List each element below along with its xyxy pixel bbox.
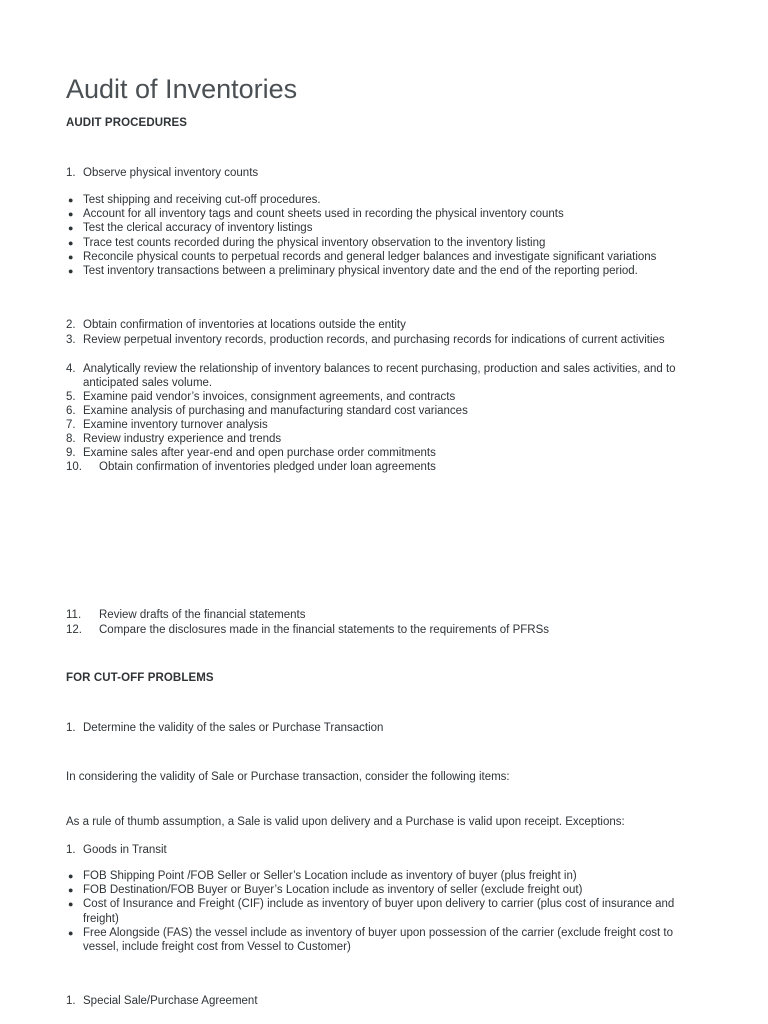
list-item: Examine paid vendor’s invoices, consignment agreements, and contracts — [83, 391, 456, 403]
list-number: 1. — [66, 844, 76, 856]
list-number: 2. — [66, 319, 76, 331]
bullet-list — [66, 193, 716, 278]
cutoff-heading: FOR CUT-OFF PROBLEMS — [66, 672, 214, 684]
list-item: Obtain confirmation of inventories pledged under loan agreements — [99, 461, 436, 473]
bullet-item: ● FOB Destination/FOB Buyer or Buyer’s Location include as inventory of seller (exclude freight out) — [68, 884, 583, 897]
list-item: Analytically review the relationship of inventory balances to recent purchasing, production and sales activities, and to anticipated sales volume. — [83, 363, 676, 389]
list-number: 10. — [66, 461, 82, 473]
list-number: 3. — [66, 334, 76, 346]
list-number: 1. — [66, 995, 76, 1007]
list-item: Review industry experience and trends — [83, 433, 282, 445]
bullet-item: ● Trace test counts recorded during the physical inventory observation to the inventory listing — [68, 236, 546, 249]
paragraph: In considering the validity of Sale or Purchase transaction, consider the following items: — [66, 771, 510, 783]
list-number: 7. — [66, 419, 76, 431]
list-number: 9. — [66, 447, 76, 459]
list-number: 11. — [66, 609, 82, 621]
list-item: Review drafts of the financial statements — [99, 609, 306, 621]
bullet-item: ● Free Alongside (FAS) the vessel include as inventory of buyer upon possession of the carrier (exclude freight cost to vessel, include freight cost from Vessel to Customer) — [68, 926, 674, 954]
list-item: Review perpetual inventory records, production records, and purchasing records for indications of current activities — [83, 334, 665, 346]
list-item: Observe physical inventory counts — [83, 167, 259, 179]
list-item: Goods in Transit — [83, 844, 167, 856]
bullet-item: ● Test the clerical accuracy of inventory listings — [68, 222, 313, 235]
list-number: 5. — [66, 391, 76, 403]
list-item: Determine the validity of the sales or Purchase Transaction — [83, 722, 384, 734]
list-item: Compare the disclosures made in the financial statements to the requirements of PFRSs — [99, 624, 549, 636]
list-number: 12. — [66, 624, 82, 636]
bullet-item: ● FOB Shipping Point /FOB Seller or Seller’s Location include as inventory of buyer (plus freight in) — [68, 870, 577, 882]
audit-procedures-heading: AUDIT PROCEDURES — [66, 117, 188, 129]
page-title: Audit of Inventories — [66, 74, 298, 104]
list-item: Obtain confirmation of inventories at locations outside the entity — [83, 319, 406, 331]
list-item: Special Sale/Purchase Agreement — [83, 995, 258, 1007]
list-item: Examine analysis of purchasing and manufacturing standard cost variances — [83, 405, 468, 417]
bullet-list — [66, 869, 706, 954]
bullet-item: ● Test inventory transactions between a preliminary physical inventory date and the end of the reporting period. — [68, 265, 638, 278]
bullet-icon: ● — [68, 885, 74, 896]
bullet-icon: ● — [68, 899, 74, 910]
bullet-icon: ● — [68, 237, 74, 248]
bullet-icon: ● — [68, 251, 74, 262]
bullet-icon: ● — [68, 927, 74, 938]
bullet-icon: ● — [68, 209, 74, 220]
list-item: Examine sales after year-end and open purchase order commitments — [83, 447, 436, 459]
bullet-icon: ● — [68, 223, 74, 234]
list-number: 1. — [66, 167, 76, 179]
bullet-icon: ● — [68, 266, 74, 277]
list-number: 8. — [66, 433, 76, 445]
list-number: 1. — [66, 722, 76, 734]
bullet-item: ● Account for all inventory tags and count sheets used in recording the physical inventory counts — [68, 208, 564, 221]
list-number: 6. — [66, 405, 76, 417]
bullet-icon: ● — [68, 871, 74, 881]
bullet-item: ● Cost of Insurance and Freight (CIF) include as inventory of buyer upon delivery to carrier (plus cost of insurance and freight) — [68, 898, 675, 925]
paragraph: As a rule of thumb assumption, a Sale is valid upon delivery and a Purchase is valid upon receipt. Exceptions: — [66, 816, 625, 828]
list-number: 4. — [66, 363, 76, 375]
bullet-icon: ● — [68, 195, 74, 205]
bullet-item: ● Reconcile physical counts to perpetual records and general ledger balances and investigate significant variations — [68, 250, 657, 263]
bullet-item: ● Test shipping and receiving cut-off procedures. — [68, 194, 321, 206]
list-item: Examine inventory turnover analysis — [83, 419, 268, 431]
